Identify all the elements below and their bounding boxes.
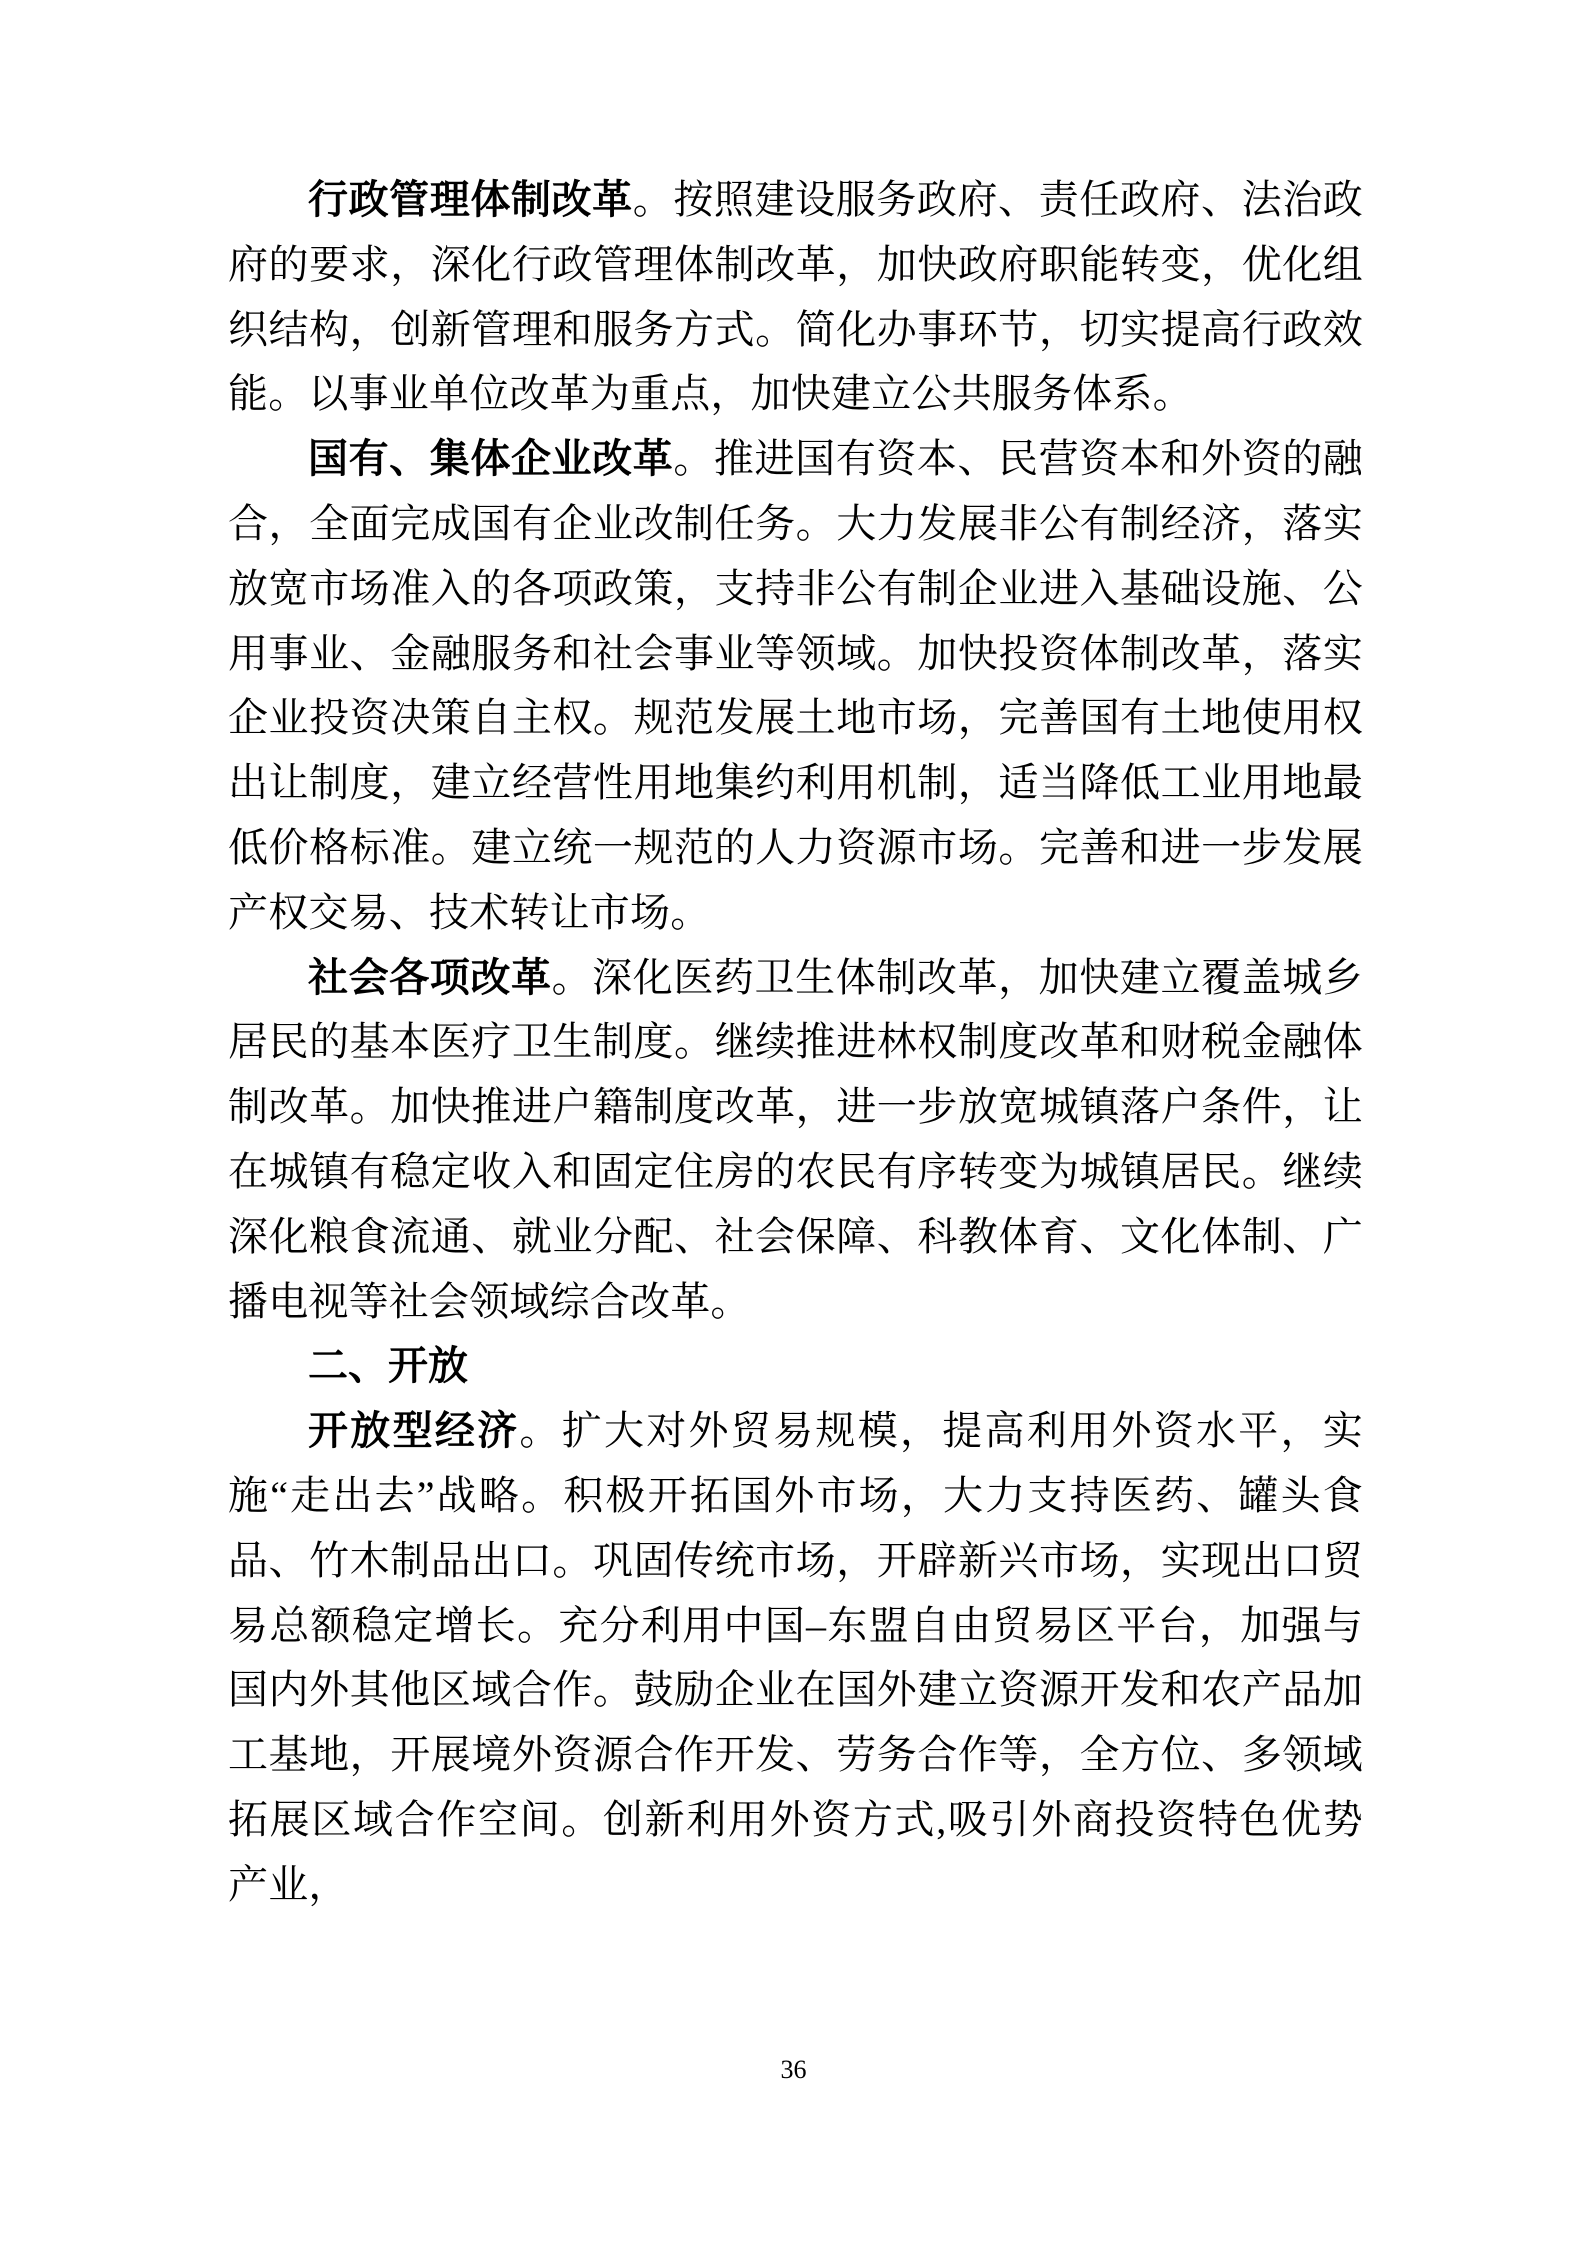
page-content	[228, 168, 1363, 1918]
paragraph-administrative-reform	[228, 168, 1363, 427]
paragraph-body: 。推进国有资本、民营资本和外资的融合，全面完成国有企业改制任务。大力发展非公有制经济，落实放宽市场准入的各项政策，支持非公有制企业进入基础设施、公用事业、金融服务和社会事业等领域。加快投资体制改革，落实企业投资决策自主权。规范发展土地市场，完善国有土地使用权出让制度，建立经营性用地集约利用机制，适当降低工业用地最低价格标准。建立统一规范的人力资源市场。完善和进一步发展产权交易、技术转让市场。	[228, 436, 1363, 935]
paragraph-body: 。扩大对外贸易规模，提高利用外资水平，实施“走出去”战略。积极开拓国外市场，大力支持医药、罐头食品、竹木制品出口。巩固传统市场，开辟新兴市场，实现出口贸易总额稳定增长。充分利用中国–东盟自由贸易区平台，加强与国内外其他区域合作。鼓励企业在国外建立资源开发和农产品加工基地，开展境外资源合作开发、劳务合作等，全方位、多领域拓展区域合作空间。创新利用外资方式,吸引外商投资特色优势产业，	[228, 1408, 1364, 1907]
section-heading-opening: 二、开放	[308, 1343, 468, 1389]
paragraph-body: 。按照建设服务政府、责任政府、法治政府的要求，深化行政管理体制改革，加快政府职能转变，优化组织结构，创新管理和服务方式。简化办事环节，切实提高行政效能。以事业单位改革为重点，加快建立公共服务体系。	[228, 177, 1363, 417]
paragraph-body: 。深化医药卫生体制改革，加快建立覆盖城乡居民的基本医疗卫生制度。继续推进林权制度改革和财税金融体制改革。加快推进户籍制度改革，进一步放宽城镇落户条件，让在城镇有稳定收入和固定住房的农民有序转变为城镇居民。继续深化粮食流通、就业分配、社会保障、科教体育、文化体制、广播电视等社会领域综合改革。	[228, 954, 1364, 1324]
paragraph-lead: 行政管理体制改革	[308, 177, 633, 222]
paragraph-open-economy	[228, 1399, 1363, 1917]
paragraph-lead: 社会各项改革	[308, 954, 552, 1000]
page-number: 36	[780, 2055, 807, 2084]
paragraph-state-collective-enterprise-reform	[228, 427, 1363, 945]
paragraph-lead: 国有、集体企业改革	[308, 436, 674, 482]
paragraph-lead: 开放型经济	[308, 1408, 520, 1454]
paragraph-social-reforms	[228, 946, 1363, 1335]
